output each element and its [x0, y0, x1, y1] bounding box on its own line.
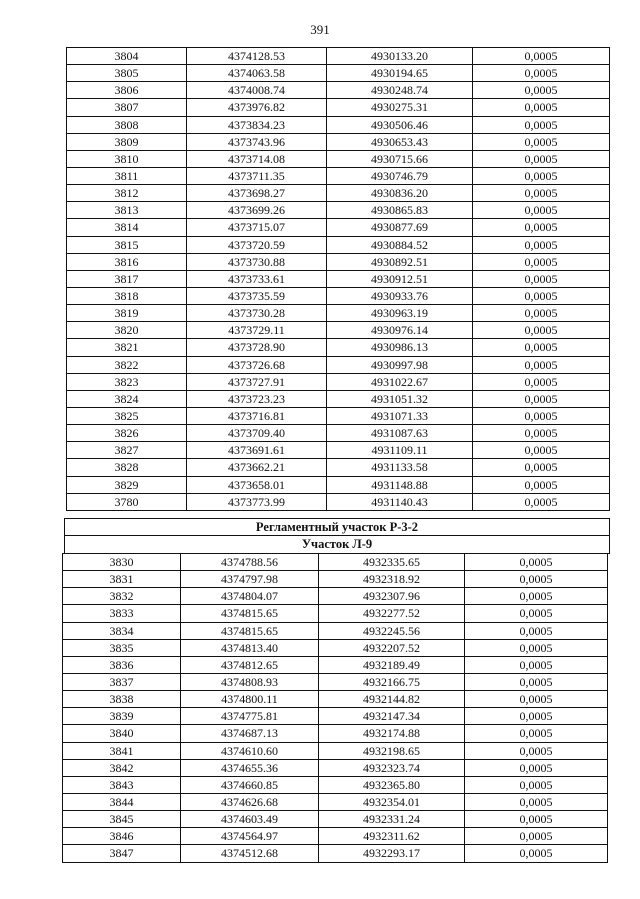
table-row — [67, 185, 610, 202]
table-row — [67, 167, 610, 184]
accuracy-cell: 0,0005 — [465, 828, 608, 845]
x-coordinate-cell: 4373711.35 — [187, 167, 327, 184]
x-coordinate-cell: 4374603.49 — [181, 811, 319, 828]
accuracy-cell: 0,0005 — [465, 605, 608, 622]
y-coordinate-cell: 4932166.75 — [319, 673, 465, 690]
x-coordinate-cell: 4373658.01 — [187, 476, 327, 493]
table-row — [63, 691, 608, 708]
x-coordinate-cell: 4373735.59 — [187, 287, 327, 304]
accuracy-cell: 0,0005 — [465, 845, 608, 862]
accuracy-cell: 0,0005 — [465, 588, 608, 605]
table-row — [67, 219, 610, 236]
x-coordinate-cell: 4374660.85 — [181, 776, 319, 793]
point-number-cell: 3823 — [67, 373, 187, 390]
y-coordinate-cell: 4930715.66 — [327, 150, 473, 167]
table-row — [67, 236, 610, 253]
x-coordinate-cell: 4373709.40 — [187, 425, 327, 442]
table-row — [67, 287, 610, 304]
y-coordinate-cell: 4930884.52 — [327, 236, 473, 253]
y-coordinate-cell: 4931022.67 — [327, 373, 473, 390]
y-coordinate-cell: 4932323.74 — [319, 759, 465, 776]
point-number-cell: 3828 — [67, 459, 187, 476]
y-coordinate-cell: 4931109.11 — [327, 442, 473, 459]
table-row — [67, 270, 610, 287]
accuracy-cell: 0,0005 — [473, 253, 610, 270]
table-row — [67, 407, 610, 424]
table-row — [67, 133, 610, 150]
table-row — [63, 793, 608, 810]
x-coordinate-cell: 4373723.23 — [187, 390, 327, 407]
point-number-cell: 3821 — [67, 339, 187, 356]
table-row — [63, 725, 608, 742]
table-row — [67, 82, 610, 99]
table-row — [63, 811, 608, 828]
point-number-cell: 3846 — [63, 828, 181, 845]
accuracy-cell: 0,0005 — [473, 219, 610, 236]
x-coordinate-cell: 4373726.68 — [187, 356, 327, 373]
point-number-cell: 3815 — [67, 236, 187, 253]
table-row — [63, 571, 608, 588]
x-coordinate-cell: 4373834.23 — [187, 116, 327, 133]
table-row — [67, 99, 610, 116]
table-row — [63, 776, 608, 793]
x-coordinate-cell: 4374797.98 — [181, 571, 319, 588]
accuracy-cell: 0,0005 — [473, 476, 610, 493]
y-coordinate-cell: 4932189.49 — [319, 656, 465, 673]
point-number-cell: 3808 — [67, 116, 187, 133]
table-row — [67, 356, 610, 373]
table-row — [67, 339, 610, 356]
accuracy-cell: 0,0005 — [473, 116, 610, 133]
point-number-cell: 3807 — [67, 99, 187, 116]
accuracy-cell: 0,0005 — [473, 356, 610, 373]
table-row — [63, 622, 608, 639]
accuracy-cell: 0,0005 — [473, 373, 610, 390]
point-number-cell: 3806 — [67, 82, 187, 99]
accuracy-cell: 0,0005 — [473, 287, 610, 304]
accuracy-cell: 0,0005 — [465, 691, 608, 708]
accuracy-cell: 0,0005 — [473, 236, 610, 253]
coordinates-table-top — [66, 47, 610, 511]
accuracy-cell: 0,0005 — [473, 48, 610, 65]
accuracy-cell: 0,0005 — [473, 390, 610, 407]
x-coordinate-cell: 4374610.60 — [181, 742, 319, 759]
point-number-cell: 3839 — [63, 708, 181, 725]
y-coordinate-cell: 4930877.69 — [327, 219, 473, 236]
point-number-cell: 3845 — [63, 811, 181, 828]
x-coordinate-cell: 4373727.91 — [187, 373, 327, 390]
y-coordinate-cell: 4932293.17 — [319, 845, 465, 862]
table-row — [63, 656, 608, 673]
x-coordinate-cell: 4374812.65 — [181, 656, 319, 673]
accuracy-cell: 0,0005 — [473, 99, 610, 116]
y-coordinate-cell: 4930275.31 — [327, 99, 473, 116]
y-coordinate-cell: 4930248.74 — [327, 82, 473, 99]
x-coordinate-cell: 4374128.53 — [187, 48, 327, 65]
y-coordinate-cell: 4930963.19 — [327, 305, 473, 322]
accuracy-cell: 0,0005 — [465, 725, 608, 742]
accuracy-cell: 0,0005 — [473, 305, 610, 322]
table-row — [67, 373, 610, 390]
table-row — [67, 305, 610, 322]
y-coordinate-cell: 4930194.65 — [327, 65, 473, 82]
accuracy-cell: 0,0005 — [473, 185, 610, 202]
y-coordinate-cell: 4930133.20 — [327, 48, 473, 65]
accuracy-cell: 0,0005 — [473, 133, 610, 150]
table-row — [67, 476, 610, 493]
accuracy-cell: 0,0005 — [465, 811, 608, 828]
x-coordinate-cell: 4374512.68 — [181, 845, 319, 862]
point-number-cell: 3820 — [67, 322, 187, 339]
point-number-cell: 3844 — [63, 793, 181, 810]
point-number-cell: 3810 — [67, 150, 187, 167]
point-number-cell: 3835 — [63, 639, 181, 656]
accuracy-cell: 0,0005 — [465, 622, 608, 639]
accuracy-cell: 0,0005 — [465, 571, 608, 588]
y-coordinate-cell: 4932311.62 — [319, 828, 465, 845]
x-coordinate-cell: 4373743.96 — [187, 133, 327, 150]
table-row — [63, 742, 608, 759]
y-coordinate-cell: 4930892.51 — [327, 253, 473, 270]
table-row — [63, 605, 608, 622]
point-number-cell: 3833 — [63, 605, 181, 622]
point-number-cell: 3817 — [67, 270, 187, 287]
accuracy-cell: 0,0005 — [473, 459, 610, 476]
x-coordinate-cell: 4374815.65 — [181, 605, 319, 622]
table-row — [67, 253, 610, 270]
point-number-cell: 3812 — [67, 185, 187, 202]
accuracy-cell: 0,0005 — [473, 65, 610, 82]
x-coordinate-cell: 4374813.40 — [181, 639, 319, 656]
table-row — [67, 202, 610, 219]
x-coordinate-cell: 4374800.11 — [181, 691, 319, 708]
x-coordinate-cell: 4374008.74 — [187, 82, 327, 99]
accuracy-cell: 0,0005 — [473, 407, 610, 424]
page-number: 391 — [310, 22, 330, 37]
y-coordinate-cell: 4932354.01 — [319, 793, 465, 810]
x-coordinate-cell: 4373698.27 — [187, 185, 327, 202]
table-row — [67, 150, 610, 167]
point-number-cell: 3841 — [63, 742, 181, 759]
point-number-cell: 3843 — [63, 776, 181, 793]
y-coordinate-cell: 4930912.51 — [327, 270, 473, 287]
table-row — [63, 588, 608, 605]
point-number-cell: 3818 — [67, 287, 187, 304]
y-coordinate-cell: 4930986.13 — [327, 339, 473, 356]
coordinates-table-bottom — [62, 553, 608, 863]
accuracy-cell: 0,0005 — [465, 776, 608, 793]
table-row — [67, 493, 610, 510]
table-row — [63, 828, 608, 845]
point-number-cell: 3827 — [67, 442, 187, 459]
y-coordinate-cell: 4932147.34 — [319, 708, 465, 725]
table-row — [63, 759, 608, 776]
x-coordinate-cell: 4374788.56 — [181, 554, 319, 571]
y-coordinate-cell: 4932174.88 — [319, 725, 465, 742]
point-number-cell: 3819 — [67, 305, 187, 322]
point-number-cell: 3829 — [67, 476, 187, 493]
point-number-cell: 3830 — [63, 554, 181, 571]
point-number-cell: 3822 — [67, 356, 187, 373]
accuracy-cell: 0,0005 — [465, 708, 608, 725]
x-coordinate-cell: 4374626.68 — [181, 793, 319, 810]
point-number-cell: 3832 — [63, 588, 181, 605]
accuracy-cell: 0,0005 — [465, 759, 608, 776]
x-coordinate-cell: 4373730.28 — [187, 305, 327, 322]
subsection-title: Участок Л-9 — [64, 535, 610, 554]
x-coordinate-cell: 4373773.99 — [187, 493, 327, 510]
y-coordinate-cell: 4932245.56 — [319, 622, 465, 639]
table-row — [67, 116, 610, 133]
accuracy-cell: 0,0005 — [465, 639, 608, 656]
y-coordinate-cell: 4930746.79 — [327, 167, 473, 184]
x-coordinate-cell: 4374655.36 — [181, 759, 319, 776]
point-number-cell: 3809 — [67, 133, 187, 150]
x-coordinate-cell: 4374564.97 — [181, 828, 319, 845]
x-coordinate-cell: 4373733.61 — [187, 270, 327, 287]
accuracy-cell: 0,0005 — [473, 202, 610, 219]
point-number-cell: 3825 — [67, 407, 187, 424]
table-row — [63, 708, 608, 725]
table-body-top — [67, 48, 610, 511]
x-coordinate-cell: 4373729.11 — [187, 322, 327, 339]
y-coordinate-cell: 4931087.63 — [327, 425, 473, 442]
y-coordinate-cell: 4931051.32 — [327, 390, 473, 407]
point-number-cell: 3805 — [67, 65, 187, 82]
y-coordinate-cell: 4930976.14 — [327, 322, 473, 339]
x-coordinate-cell: 4373716.81 — [187, 407, 327, 424]
y-coordinate-cell: 4932198.65 — [319, 742, 465, 759]
accuracy-cell: 0,0005 — [473, 150, 610, 167]
table-row — [63, 845, 608, 862]
table-row — [67, 322, 610, 339]
point-number-cell: 3847 — [63, 845, 181, 862]
point-number-cell: 3804 — [67, 48, 187, 65]
y-coordinate-cell: 4930653.43 — [327, 133, 473, 150]
accuracy-cell: 0,0005 — [473, 82, 610, 99]
y-coordinate-cell: 4932335.65 — [319, 554, 465, 571]
accuracy-cell: 0,0005 — [473, 425, 610, 442]
point-number-cell: 3840 — [63, 725, 181, 742]
accuracy-cell: 0,0005 — [465, 793, 608, 810]
y-coordinate-cell: 4931140.43 — [327, 493, 473, 510]
x-coordinate-cell: 4373691.61 — [187, 442, 327, 459]
accuracy-cell: 0,0005 — [473, 322, 610, 339]
point-number-cell: 3834 — [63, 622, 181, 639]
accuracy-cell: 0,0005 — [473, 442, 610, 459]
y-coordinate-cell: 4931071.33 — [327, 407, 473, 424]
point-number-cell: 3826 — [67, 425, 187, 442]
accuracy-cell: 0,0005 — [473, 493, 610, 510]
point-number-cell: 3824 — [67, 390, 187, 407]
accuracy-cell: 0,0005 — [465, 554, 608, 571]
table-row — [63, 554, 608, 571]
y-coordinate-cell: 4930933.76 — [327, 287, 473, 304]
point-number-cell: 3816 — [67, 253, 187, 270]
point-number-cell: 3780 — [67, 493, 187, 510]
point-number-cell: 3838 — [63, 691, 181, 708]
x-coordinate-cell: 4374815.65 — [181, 622, 319, 639]
point-number-cell: 3811 — [67, 167, 187, 184]
y-coordinate-cell: 4930506.46 — [327, 116, 473, 133]
y-coordinate-cell: 4930836.20 — [327, 185, 473, 202]
table-row — [67, 48, 610, 65]
table-row — [63, 673, 608, 690]
accuracy-cell: 0,0005 — [465, 656, 608, 673]
table-body-bottom — [63, 554, 608, 863]
y-coordinate-cell: 4932318.92 — [319, 571, 465, 588]
y-coordinate-cell: 4932207.52 — [319, 639, 465, 656]
point-number-cell: 3831 — [63, 571, 181, 588]
x-coordinate-cell: 4373699.26 — [187, 202, 327, 219]
table-row — [63, 639, 608, 656]
x-coordinate-cell: 4374808.93 — [181, 673, 319, 690]
point-number-cell: 3813 — [67, 202, 187, 219]
y-coordinate-cell: 4930865.83 — [327, 202, 473, 219]
table-row — [67, 390, 610, 407]
table-row — [67, 425, 610, 442]
y-coordinate-cell: 4932365.80 — [319, 776, 465, 793]
x-coordinate-cell: 4373730.88 — [187, 253, 327, 270]
accuracy-cell: 0,0005 — [473, 339, 610, 356]
point-number-cell: 3837 — [63, 673, 181, 690]
table-row — [67, 442, 610, 459]
x-coordinate-cell: 4373728.90 — [187, 339, 327, 356]
accuracy-cell: 0,0005 — [473, 270, 610, 287]
x-coordinate-cell: 4374063.58 — [187, 65, 327, 82]
accuracy-cell: 0,0005 — [465, 673, 608, 690]
y-coordinate-cell: 4932307.96 — [319, 588, 465, 605]
y-coordinate-cell: 4932277.52 — [319, 605, 465, 622]
x-coordinate-cell: 4374687.13 — [181, 725, 319, 742]
section-title: Регламентный участок Р-3-2 — [64, 518, 610, 536]
point-number-cell: 3814 — [67, 219, 187, 236]
accuracy-cell: 0,0005 — [465, 742, 608, 759]
x-coordinate-cell: 4373662.21 — [187, 459, 327, 476]
x-coordinate-cell: 4374775.81 — [181, 708, 319, 725]
y-coordinate-cell: 4930997.98 — [327, 356, 473, 373]
y-coordinate-cell: 4932331.24 — [319, 811, 465, 828]
point-number-cell: 3836 — [63, 656, 181, 673]
x-coordinate-cell: 4373715.07 — [187, 219, 327, 236]
x-coordinate-cell: 4373720.59 — [187, 236, 327, 253]
table-row — [67, 459, 610, 476]
table-row — [67, 65, 610, 82]
point-number-cell: 3842 — [63, 759, 181, 776]
accuracy-cell: 0,0005 — [473, 167, 610, 184]
y-coordinate-cell: 4931148.88 — [327, 476, 473, 493]
y-coordinate-cell: 4932144.82 — [319, 691, 465, 708]
y-coordinate-cell: 4931133.58 — [327, 459, 473, 476]
x-coordinate-cell: 4373714.08 — [187, 150, 327, 167]
x-coordinate-cell: 4373976.82 — [187, 99, 327, 116]
x-coordinate-cell: 4374804.07 — [181, 588, 319, 605]
